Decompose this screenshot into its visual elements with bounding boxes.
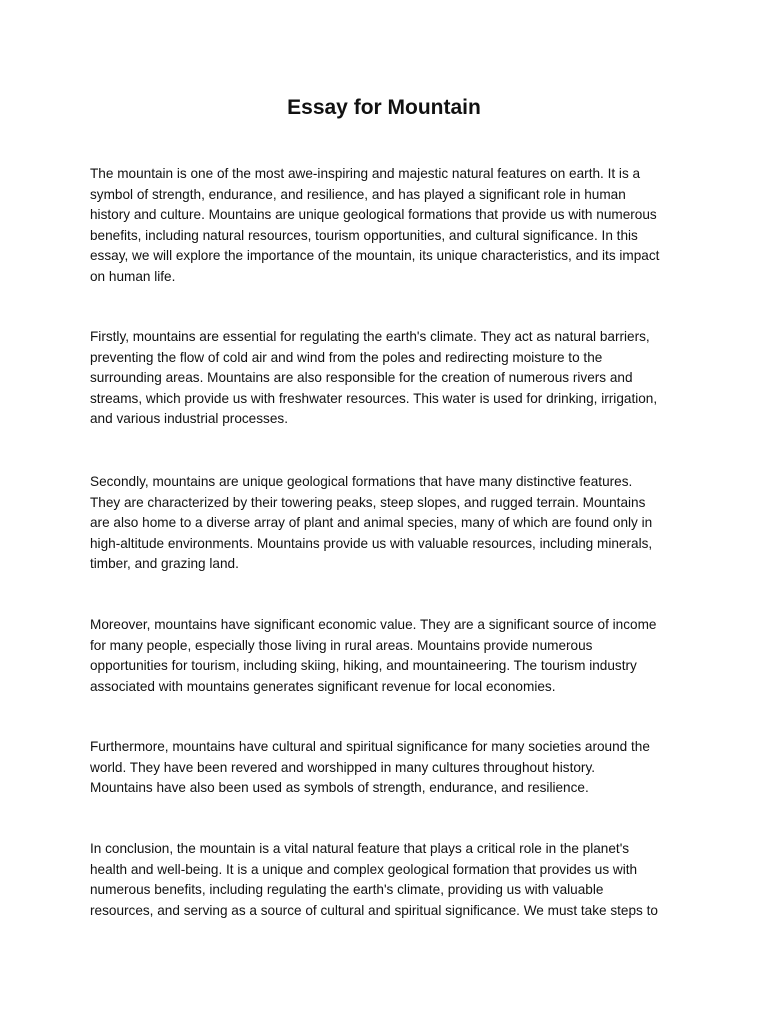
text-line: They are characterized by their towering peaks, steep slopes, and rugged terrain. Mountains xyxy=(90,494,646,510)
text-line: timber, and grazing land. xyxy=(90,556,239,571)
text-line: on human life. xyxy=(90,268,176,284)
text-line: symbol of strength, endurance, and resilience, and has played a significant role in human xyxy=(90,186,626,202)
text-line: benefits, including natural resources, tourism opportunities, and cultural significance. In this xyxy=(90,227,638,243)
text-line: Mountains have also been used as symbols of strength, endurance, and resilience. xyxy=(90,780,589,795)
text-line: for many people, especially those living in rural areas. Mountains provide numerous xyxy=(90,637,593,653)
text-line: Moreover, mountains have significant economic value. They are a significant source of income xyxy=(90,617,657,632)
text-line: preventing the flow of cold air and wind from the poles and redirecting moisture to the xyxy=(90,349,603,365)
text-line: In conclusion, the mountain is a vital natural feature that plays a critical role in the planet's xyxy=(90,841,630,856)
text-line: surrounding areas. Mountains are also responsible for the creation of numerous rivers and xyxy=(90,370,633,385)
text-line: Furthermore, mountains have cultural and spiritual significance for many societies around the xyxy=(90,739,650,754)
paragraph-culture xyxy=(90,737,686,799)
document-title: Essay for Mountain xyxy=(287,96,481,119)
paragraph-conclusion xyxy=(90,839,686,921)
text-line: opportunities for tourism, including skiing, hiking, and mountaineering. The tourism industry xyxy=(90,658,637,673)
paragraph-economy xyxy=(90,615,686,697)
text-line: Firstly, mountains are essential for regulating the earth's climate. They act as natural barriers, xyxy=(90,329,650,344)
text-line: streams, which provide us with freshwater resources. This water is used for drinking, irrigation, xyxy=(90,390,658,406)
text-line: numerous benefits, including regulating the earth's climate, providing us with valuable xyxy=(90,882,604,897)
text-line: are also home to a diverse array of plant and animal species, many of which are found only in xyxy=(90,515,653,530)
text-line: and various industrial processes. xyxy=(90,411,288,426)
text-line: world. They have been revered and worshipped in many cultures throughout history. xyxy=(90,759,596,775)
text-line: high-altitude environments. Mountains provide us with valuable resources, including minerals, xyxy=(90,535,653,551)
text-line: The mountain is one of the most awe-inspiring and majestic natural features on earth. It is a xyxy=(90,166,641,181)
text-line: Secondly, mountains are unique geological formations that have many distinctive features. xyxy=(90,474,633,489)
text-line: essay, we will explore the importance of the mountain, its unique characteristics, and its impact xyxy=(90,248,660,263)
text-line: resources, and serving as a source of cultural and spiritual significance. We must take steps to xyxy=(90,902,658,918)
paragraph-geology xyxy=(90,472,686,575)
text-line: associated with mountains generates significant revenue for local economies. xyxy=(90,678,556,694)
paragraph-introduction xyxy=(90,164,686,287)
text-line: health and well-being. It is a unique and complex geological formation that provides us with xyxy=(90,861,638,877)
text-line: history and culture. Mountains are unique geological formations that provide us with numerous xyxy=(90,207,657,222)
paragraph-climate xyxy=(90,327,686,430)
